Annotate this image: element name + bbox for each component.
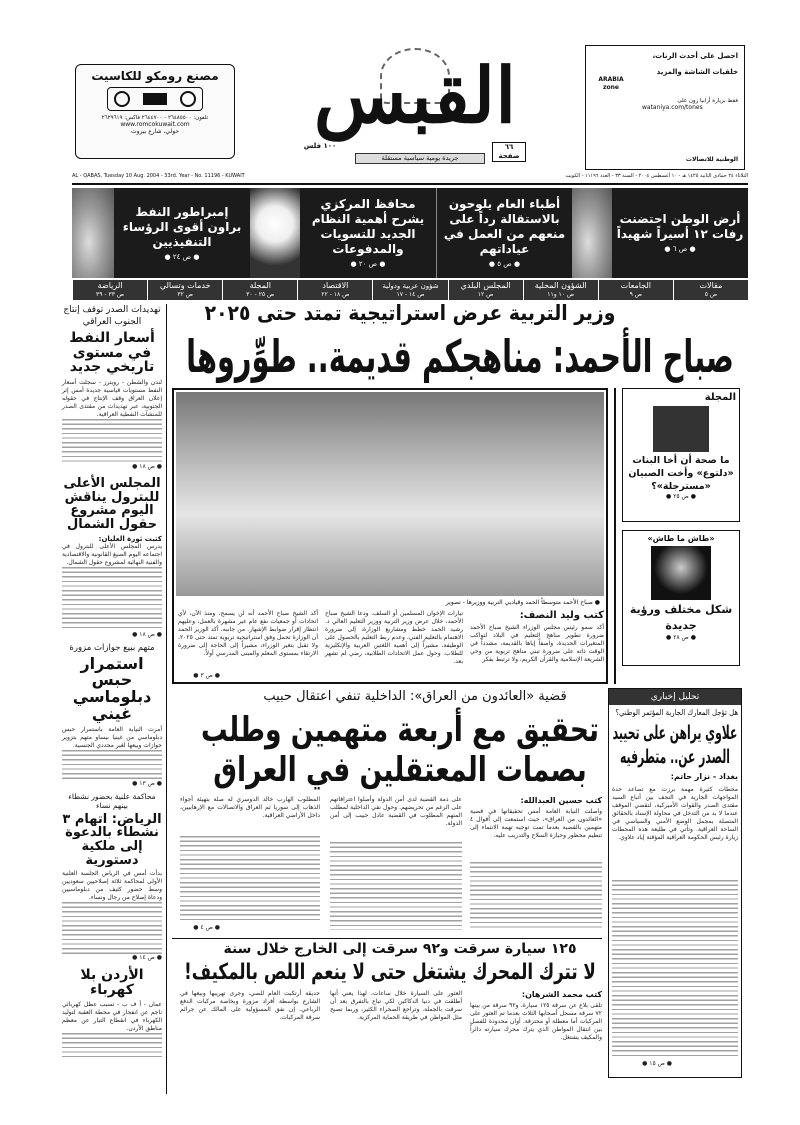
tagline: جريدة يومية سياسية مستقلة [355,153,485,164]
oil-page-ref[interactable]: ● ص ١٨ ● [132,463,162,471]
sections-nav [72,280,748,300]
cassette-ad[interactable] [75,64,235,159]
magazine-box-1[interactable] [622,388,740,522]
story3-headline[interactable]: لا تترك المحرك يشتغل حتى لا ينعم اللص بالمكيف! [184,960,596,985]
oil-headline[interactable]: أسعار النفط في مستوى تاريخي جديد [69,330,155,376]
teaser-photo-funeral [572,188,612,278]
story2-body-col3: المطلوب الهارب خالد الدوسري له صلة بتهيئة أجواء الذهاب إلى سوريا ثم العراق والاتصالات مع الإرهابيين، داخل الأراضي العراقية. [180,796,320,819]
teaser-strip [72,188,748,278]
diplomat-kicker: متهم ببيع جوازات مزورة [69,642,155,653]
section-economy[interactable]: الاقتصاد ص ١٨ - ٢٢ [297,280,372,300]
left-column [62,304,162,1104]
petroleum-headline[interactable]: المجلس الأعلى للبترول يناقش اليوم مشروع حقول الشمال [63,476,161,532]
story3-body-col2: العثور على السيارة خلال ساعات، لهذا يعني أنها أطلقت في دنيا الدكاكين لكي تباع بالتفرق بعد أن سرقت بالجملة. وتراجع الصحراء الكثير، وربما تصبح مثل المواطن في طريقة الحماية المركزية. [330,990,462,1021]
jordan-body: عمان - أ ف ب - تسبب عطل كهربائي ناجم عن انفجار في محطة العقبة لتوليد الكهرباء في انقطاع التيار عن معظم مناطق الأردن. [62,1000,162,1032]
petroleum-page-ref[interactable]: ● ص ١٨ ● [132,630,162,638]
story3-byline: كتب محمد الشرهان: [521,990,602,999]
magazine-photo-1 [653,406,709,452]
teaser-doctors[interactable]: أطباء العام يلوحون بالاستقالة رداً على منعهم من العمل في عياداتهم ● ص ٥ ● [436,188,572,278]
magazine-divider [614,388,616,684]
section-universities[interactable]: الجامعات ص ٩ [598,280,673,300]
story3-divider [172,938,602,939]
analysis-label: تحليل إخباري [609,689,741,705]
diplomat-body: أمرت النيابة العامة باستمرار حبس دبلوماسي من غينيا بيساو متهم بتزوير جوازات وبيعها لغير محددي الجنسية. [62,725,162,749]
analysis-kicker: هل تؤجل المعارك الجارية المؤتمر الوطني؟ [615,708,738,717]
story3-body-col3: حديقة أرتكبت العام للصي، وجرى تهريبها وبيعها في الشارع بواسطة أفراد مزورة وبخاصة مركبات الدفع الرباعي. إن نفق المسؤولية على المالك عن جرائم سرقة المركبات. [180,990,320,1021]
ringtones-ad-line1: احصل على أحدث الرنات، [652,52,738,60]
lead-byline: كتب وليد النصف: [519,610,604,621]
magazine-item-2: شكل مختلف ورؤية جديدة [629,603,733,632]
teaser-oil-emperor[interactable]: إمبراطور النفط براون أقوى الرؤساء التنفيذيين ● ص ٢٤ ● [122,204,242,261]
magazine-item-2-kicker: «طاش ما طاش» [647,534,715,543]
lead-page-ref[interactable]: ● ص ٣ ● [193,672,220,679]
sponsor-logo: الوطنية للاتصالات [685,156,738,163]
analysis-page-ref[interactable]: ● ص ١٥ ● [642,1060,672,1067]
lead-body-col1: أكد سمو رئيس مجلس الوزراء الشيخ صباح الأحمد ضرورة تطوير مناهج التعليم في البلاد لتواكب المتغيرات الجديدة، واصفاً إياها بالقديمة، مشدداً في الوقت ذاته على ضرورة تبني مناهج تربوية من وحي الشريعة الإسلامية والقرآن الكريم، ولا ترتبط بفكر [470,624,604,663]
section-local[interactable]: الشؤون المحلية ص ١٠ و١١ [523,280,598,300]
teaser-photo-browne [72,188,114,278]
section-services[interactable]: خدمات وتسالي ص ٣٢ [147,280,222,300]
logo-text: القبس [313,51,517,140]
lead-body-col3: أكد الشيخ صباح الأحمد أنه لن يسمح، ومنذ الآن، لأي اتحادات أو جمعيات نفع عام غير مشهرة بالعمل، وعليهم انتظار إقرار ضوابط الإشهار. من جانبه، أكد الوزير الحمد أن الوزارة تحمل وفق استراتيجية تربوية تمتد حتى ٢٠٢٥، ولا تقبل بتغير الوزراء، مشيراً إلى الحاجة إلى ضرورة الارتقاء بمستوى المعلم والمبنى المدرسي أولاً. [178,610,318,657]
analysis-headline[interactable]: علاوي يراهن على تحييد الصدر عن.. متطرفيه [612,722,738,768]
oil-kicker: تهديدات الصدر توقف إنتاج الجنوب العراقي [63,305,161,327]
date-line-en: AL - QABAS, Tuesday 10 Aug. 2004 - 33rd. Year - No. 11196 - KUWAIT [72,173,245,179]
section-articles[interactable]: مقالات ص ٥ [673,280,748,300]
page-count-badge: ٦٦ صفحة [492,142,526,162]
story2-body-col2: على ذمة القضية لدى أمن الدولة وأصلوا اعترافاتهم على الرغم من تحريضهم. وحول نفي الداخلية لمطلب المتهم المطلوب في القضية عادل حبيب إلى أمن الدولة. [330,796,462,827]
story3-kicker: ١٢٥ سيارة سرقت و٩٢ سرقت إلى الخارج خلال سنة [223,941,577,957]
analysis-body: محطات كثيرة مهمة برزت مع تصاعد حدة المواجهات الجارية في النجف بين أتباع السيد مقتدى الصدر والقوات الأميركية، لتقضي الموقف عندما لا بد من التدخل في محاولة الإسناد بالحقائق المتصلة بمجمل الوضع الأمني والسياسي في الساحة العراقية. وتأتي في طليعة هذه المحطات زيارة رئيس الحكومة العراقية المؤقتة إياد علاوي. [612,786,738,841]
riyadh-headline[interactable]: الرياض: اتهام ٣ نشطاء بالدعوة إلى ملكية دستورية [62,811,162,868]
masthead-logo [250,48,580,140]
price-badge: ١٠٠ فلس [303,142,337,150]
ringtones-ad-url[interactable]: wataniya.com/tones [642,104,703,111]
diplomat-page-ref[interactable]: ● ص ١٣ ● [132,779,162,787]
analysis-byline: بغداد - نزار حاتم: [670,772,738,781]
section-sports[interactable]: الرياضة ص ٣٣ - ٣٩ [72,280,147,300]
magazine-item-2-page: ● ص ٢٨ ● [666,634,696,641]
oil-body: لندن والشطن - رويترز - سجلت أسعار النفط مستويات قياسية جديدة أمس إثر إعلان العراق وقف الإنتاج في حقوله الجنوبية، عبر تهديدات من مقتدى الصدر للمنشآت النفطية العراقية. [62,379,162,419]
ringtones-ad-line3: فقط بزيارة أرابيا زون على [677,98,738,104]
arabia-zone-logo: ARABIA zone [598,76,624,91]
magazine-item-1: ما صحة أن أخا البنات «دلتوع» وأخت الصبيان «مسترجلة»؟ [628,455,734,492]
story2-kicker: قضية «العائدون من العراق»: الداخلية تنفي اعتقال حبيب [263,689,567,704]
story2-page-ref[interactable]: ● ص ٤ ● [193,924,220,931]
jordan-headline[interactable]: الأردن بلا كهرباء [80,967,144,999]
ringtones-ad-line2: خلفيات الشاشة والمزيد [656,68,738,76]
cassette-icon [107,87,203,111]
petroleum-body: يدرس المجلس الأعلى للبترول في اجتماعه اليوم الصيغ القانونية والاقتصادية والفنية النهائية لمشروع حقول الشمال. [62,542,162,566]
magazine-photo-2 [651,546,711,600]
story2-body-col1: واصلت النيابة العامة أمس تحقيقاتها في قضية «العائدون من العراق»، حيث استمعت إلى أقوال ٤ متهمين بالقضية بعدما تمت توجيه تهمة الانتماء إلى تنظيم محظور وحيازة السلاح والتدريب عليه. [470,808,602,839]
story2-byline: كتب حسين العبدالله: [520,796,602,805]
magazine-box-2[interactable] [622,530,740,666]
lead-kicker: وزير التربية عرض استراتيجية تمتد حتى ٢٠٢٥ [204,301,616,325]
cassette-ad-title: مصنع رومكو للكاسيت [91,69,219,83]
section-world[interactable]: شؤون عربية ودولية ص ١٤ - ١٧ [372,280,447,300]
lead-headline[interactable]: صباح الأحمد: مناهجكم قديمة.. طوِّروها [186,330,734,383]
riyadh-kicker: محاكمة علنية بحضور نشطاء بينهم نساء [68,791,156,810]
cassette-ad-url[interactable]: www.romcokuwait.com [120,121,190,128]
left-column-divider [166,304,167,1094]
masthead-divider [72,183,748,185]
section-magazine[interactable]: المجلة ص ٢٥ - ٣٠ [222,280,297,300]
date-line-ar: الثلاثاء ٢٤ جمادى الثانية ١٤٢٥ هـ - ١٠ أغسطس ٢٠٠٤ - السنة ٣٣ - العدد ١١١٩٦ - الكويت [565,173,748,179]
riyadh-page-ref[interactable]: ● ص ١٤ ● [132,954,162,962]
diplomat-headline[interactable]: استمرار حبس دبلوماسي غيني [72,653,152,724]
teaser-central-bank[interactable]: محافظ المركزي يشرح أهمية النظام الجديد للتسويات والمدفوعات ● ص ٢٠ ● [311,197,425,268]
cassette-ad-address: حولي، شارع بيروت [130,128,180,135]
magazine-item-1-page: ● ص ٢٥ ● [666,493,696,500]
magazine-label: المجلة [704,392,736,403]
teaser-photo-governor [250,188,300,278]
lead-photo-caption: ● صباح الأحمد متوسطاً الحمد وقياديي التربية ووزيرها - تصوير [445,599,600,606]
lead-body-col2: تيارات الإخوان المسلمين أو السلف. ودعا الشيخ صباح الأحمد، خلال عرض وزير التربية ووزير التعليم العالي د. رشيد الحمد خطط ومشاريع الوزارة، إلى ضرورة الاهتمام بالتعليم الفني، وعدم ربط التعليم بالحصول على الوظيفة، مشيراً إلى أهمية اللغتين العربية والإنكليزية للطلاب. وحول عمل الاتحادات الطلابية، رضي لم تشهر بعد. [325,610,463,665]
story2-headline[interactable]: تحقيق مع أربعة متهمين وطلب بصمات المعتقلين في العراق [201,710,599,790]
lead-photo [176,392,604,596]
riyadh-body: بدأت أمس في الرياض الجلسة العلنية الأولى لمحاكمة ثلاثة إصلاحيين سعوديين وسط حضور كثيف من دبلوماسيين ودعاة إصلاح من رجال ونساء. [62,870,162,902]
section-municipal[interactable]: المجلس البلدي ص ١٢ [448,280,523,300]
cassette-ad-phones: تلفون: ٢٦٤٨٥٥٠٠ - ٢٦٤٤٧٠٠ فاكس: ٢٦٢٩٦١٩ [101,115,209,121]
teaser-martyrs[interactable]: أرض الوطن احتضنت رفات ١٢ أسيراً شهيداً ● ص ٦ ● [616,212,744,253]
ringtones-ad[interactable] [585,45,745,170]
petroleum-byline: كتبت ثورة العلبان: [98,534,162,543]
story3-body-col1: تلقى بلاغ عن سرقة ١٢٥ سيارة، و٩٢ سرقة من بينها ٧٢ سرقة مسجل أصحابها الثلاث بعدما تم العثور على المركبات أما معطلة أو محترقة. أوان محدودة للفصل بين انتقال المواطن الذي يترك محرك سيارته دائراً والمكيف يشتغل. [470,1002,603,1041]
